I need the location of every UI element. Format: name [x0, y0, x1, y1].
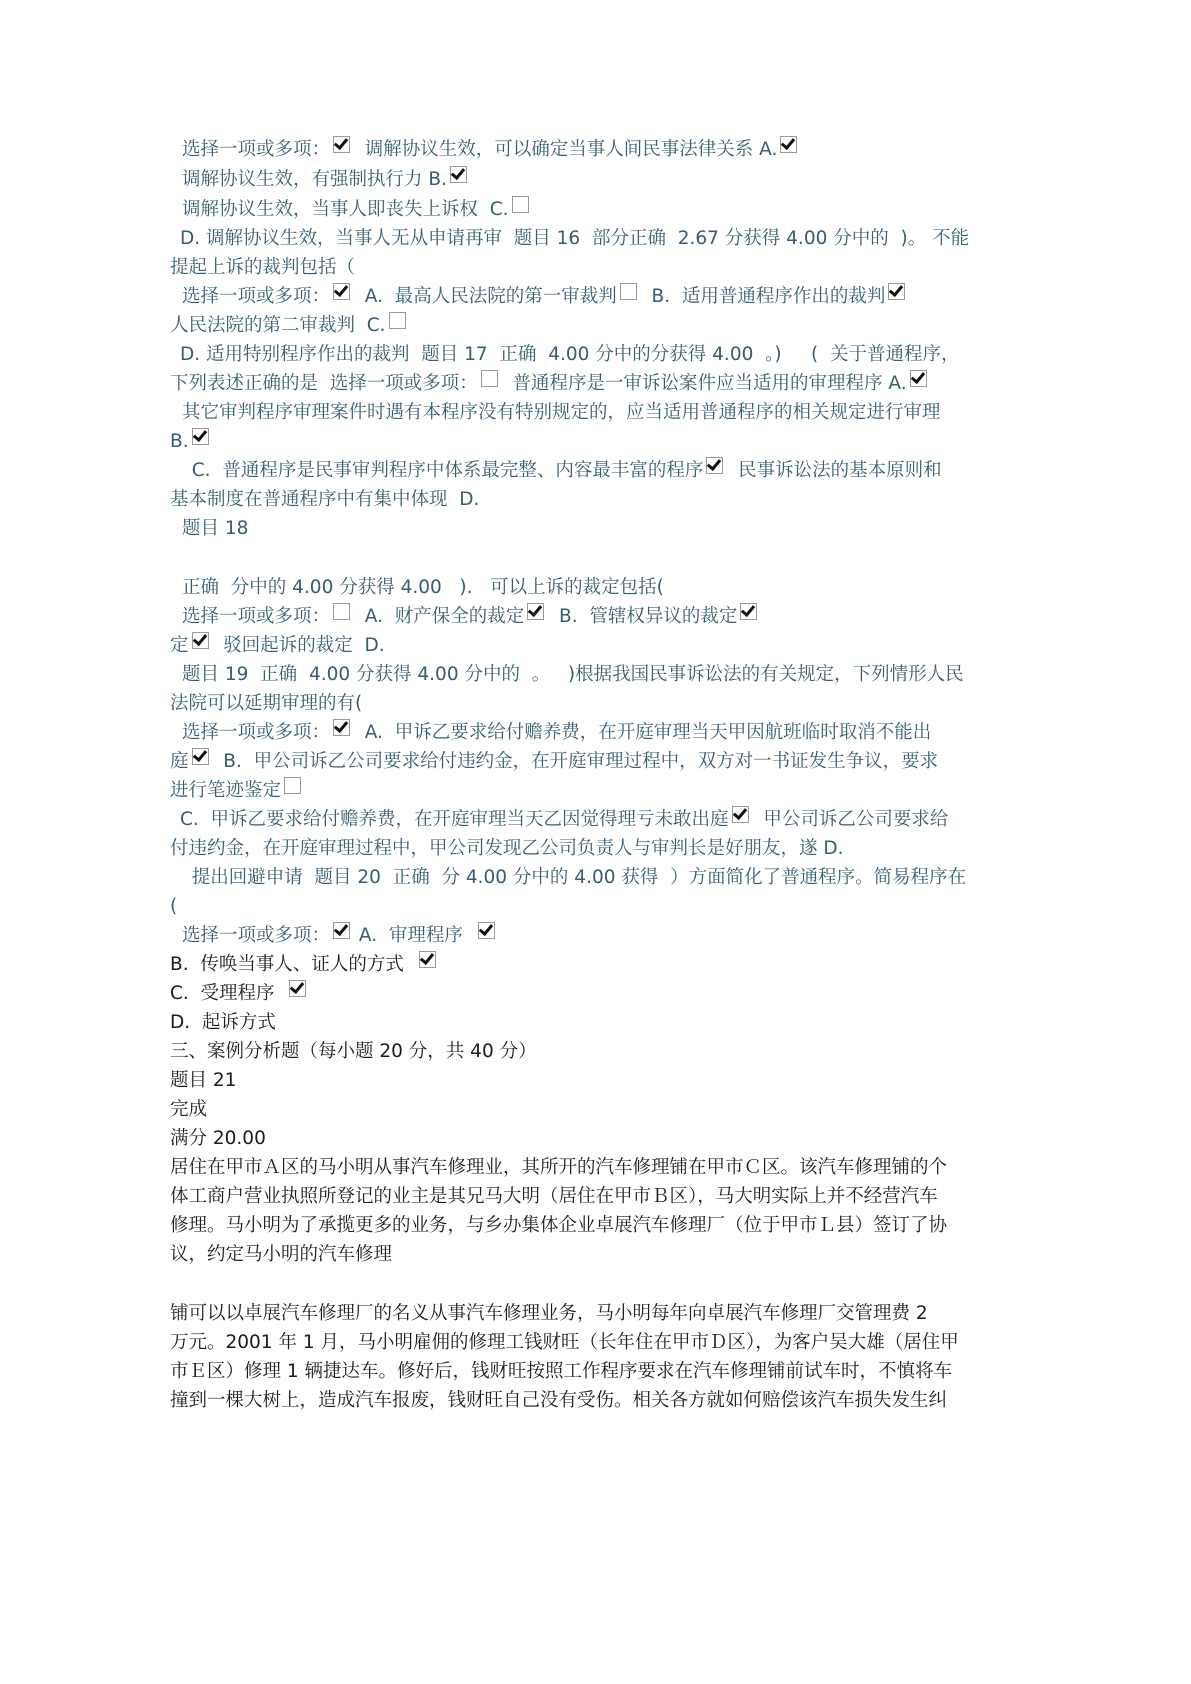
line-text: 下列表述正确的是 选择一项或多项：: [170, 373, 478, 394]
text-line: [170, 1240, 1010, 1270]
text-line: [182, 195, 1022, 225]
line-text: 提起上诉的裁判包括（: [170, 257, 356, 278]
answer-checkbox[interactable]: [740, 603, 757, 620]
line-text: A. 财产保全的裁定: [353, 606, 525, 627]
line-text: 付违约金，在开庭审理过程中，甲公司发现乙公司负责人与审判长是好朋友，遂 D.: [170, 838, 844, 859]
line-text: B. 管辖权异议的裁定: [547, 606, 738, 627]
line-text: A. 审理程序: [353, 925, 475, 946]
line-text: C. 受理程序: [170, 983, 287, 1004]
line-text: 民事诉讼法的基本原则和: [726, 460, 942, 481]
line-text: B. 适用普通程序作出的裁判: [639, 286, 886, 307]
line-text: 万元。2001 年 1 月，马小明雇佣的修理工钱财旺（长年住在甲市Ｄ区），为客户吴大雄（居住甲: [170, 1332, 959, 1353]
line-text: 满分 20.00: [170, 1128, 266, 1149]
line-text: 调解协议生效，可以确定当事人间民事法律关系 A.: [353, 139, 778, 160]
text-line: [182, 602, 1022, 632]
line-text: C. 普通程序是民事审判程序中体系最完整、内容最丰富的程序: [180, 460, 704, 481]
line-text: C. 甲诉乙要求给付赡养费，在开庭审理当天乙因觉得理亏未敢出庭: [180, 809, 729, 830]
line-text: 题目 18: [182, 518, 249, 539]
line-text: 定: [170, 635, 189, 656]
line-text: 其它审判程序审理案件时遇有本程序没有特别规定的，应当适用普通程序的相关规定进行审理: [182, 402, 941, 423]
line-text: B. 传唤当事人、证人的方式: [170, 954, 416, 975]
answer-checkbox[interactable]: [333, 603, 350, 620]
answer-checkbox[interactable]: [527, 603, 544, 620]
text-line: [182, 573, 1022, 603]
text-line: [182, 398, 1022, 428]
line-text: 铺可以以卓展汽车修理厂的名义从事汽车修理业务，马小明每年向卓展汽车修理厂交管理费 2: [170, 1303, 928, 1324]
line-text: D. 适用特别程序作出的裁判 题目 17 正确 4.00 分中的分获得 4.00 。) ( 关于普通程序，: [180, 344, 960, 365]
text-line: [170, 427, 1010, 457]
text-line: [180, 224, 1020, 254]
line-text: 人民法院的第二审裁判 C.: [170, 315, 386, 336]
line-text: B. 甲公司诉乙公司要求给付违约金，在开庭审理过程中，双方对一书证发生争议，要求: [211, 751, 939, 772]
text-line: [170, 631, 1010, 661]
text-line: [170, 485, 1010, 515]
text-line: [182, 282, 1022, 312]
text-line: [170, 1299, 1010, 1329]
line-text: 题目 21: [170, 1070, 237, 1091]
line-text: 调解协议生效，当事人即丧失上诉权 C.: [182, 199, 509, 220]
text-line: [180, 456, 1020, 486]
text-line: [170, 776, 1010, 806]
text-line: [170, 253, 1010, 283]
line-text: 普通程序是一审诉讼案件应当适用的审理程序 A.: [500, 373, 907, 394]
answer-checkbox[interactable]: [478, 922, 495, 939]
line-text: 庭: [170, 751, 189, 772]
line-text: A. 最高人民法院的第一审裁判: [353, 286, 617, 307]
line-text: A. 甲诉乙要求给付赡养费，在开庭审理当天甲因航班临时取消不能出: [353, 722, 932, 743]
line-text: 修理。马小明为了承揽更多的业务，与乡办集体企业卓展汽车修理厂（位于甲市Ｌ县）签订了协: [170, 1215, 948, 1236]
answer-checkbox[interactable]: [192, 428, 209, 445]
answer-checkbox[interactable]: [289, 980, 306, 997]
line-text: 选择一项或多项：: [182, 286, 331, 307]
line-text: 提出回避申请 题目 20 正确 分 4.00 分中的 4.00 获得 ）方面简化了普通程序。简易程序在: [180, 867, 967, 888]
line-text: 基本制度在普通程序中有集中体现 D.: [170, 489, 480, 510]
text-line: [180, 863, 1020, 893]
text-line: [182, 165, 1022, 195]
text-line: [182, 135, 1022, 165]
text-line: [170, 369, 1010, 399]
text-line: [170, 1211, 1010, 1241]
answer-checkbox[interactable]: [284, 777, 301, 794]
line-text: 调解协议生效，有强制执行力 B.: [182, 169, 447, 190]
line-text: 进行笔迹鉴定: [170, 780, 282, 801]
text-line: [170, 1037, 1010, 1067]
text-line: [170, 1124, 1010, 1154]
answer-checkbox[interactable]: [333, 283, 350, 300]
line-text: 撞到一棵大树上，造成汽车报废，钱财旺自己没有受伤。相关各方就如何赔偿该汽车损失发生纠: [170, 1390, 948, 1411]
text-line: [170, 834, 1010, 864]
text-line: [170, 747, 1010, 777]
text-line: [170, 1386, 1010, 1416]
line-text: 完成: [170, 1099, 208, 1120]
text-line: [170, 1066, 1010, 1096]
answer-checkbox[interactable]: [706, 457, 723, 474]
text-line: [180, 340, 1020, 370]
answer-checkbox[interactable]: [732, 806, 749, 823]
line-text: 议，约定马小明的汽车修理: [170, 1244, 393, 1265]
text-line: [170, 1095, 1010, 1125]
text-line: [170, 1328, 1010, 1358]
line-text: 正确 分中的 4.00 分获得 4.00 ). 可以上诉的裁定包括(: [182, 577, 664, 598]
answer-checkbox[interactable]: [333, 922, 350, 939]
text-line: [182, 921, 1022, 951]
text-line: [170, 1357, 1010, 1387]
line-text: 选择一项或多项：: [182, 139, 331, 160]
line-text: 法院可以延期审理的有(: [170, 693, 363, 714]
line-text: B.: [170, 431, 189, 452]
answer-checkbox[interactable]: [389, 312, 406, 329]
line-text: D. 调解协议生效，当事人无从申请再审 题目 16 部分正确 2.67 分获得 4.00 分中的 )。 不能: [180, 228, 970, 249]
line-text: 三、案例分析题（每小题 20 分，共 40 分）: [170, 1041, 537, 1062]
answer-checkbox[interactable]: [450, 166, 467, 183]
answer-checkbox[interactable]: [481, 370, 498, 387]
answer-checkbox[interactable]: [419, 951, 436, 968]
answer-checkbox[interactable]: [333, 719, 350, 736]
text-line: [182, 514, 1022, 544]
text-line: [170, 1182, 1010, 1212]
line-text: (: [170, 896, 178, 917]
text-line: [170, 1153, 1010, 1183]
text-line: [170, 1008, 1010, 1038]
text-line: [170, 892, 1010, 922]
text-line: [182, 718, 1022, 748]
line-text: 甲公司诉乙公司要求给: [751, 809, 949, 830]
answer-checkbox[interactable]: [780, 136, 797, 153]
text-line: [170, 950, 1010, 980]
line-text: 体工商户营业执照所登记的业主是其兄马大明（居住在甲市Ｂ区），马大明实际上并不经营汽车: [170, 1186, 938, 1207]
line-text: 选择一项或多项：: [182, 925, 331, 946]
text-line: [170, 979, 1010, 1009]
line-text: D. 起诉方式: [170, 1012, 276, 1033]
line-text: 居住在甲市Ａ区的马小明从事汽车修理业，其所开的汽车修理铺在甲市Ｃ区。该汽车修理铺的个: [170, 1157, 948, 1178]
answer-checkbox[interactable]: [620, 283, 637, 300]
answer-checkbox[interactable]: [888, 283, 905, 300]
answer-checkbox[interactable]: [192, 748, 209, 765]
answer-checkbox[interactable]: [333, 136, 350, 153]
line-text: 选择一项或多项：: [182, 722, 331, 743]
answer-checkbox[interactable]: [512, 196, 529, 213]
answer-checkbox[interactable]: [910, 370, 927, 387]
line-text: 市Ｅ区）修理 1 辆捷达车。修好后，钱财旺按照工作程序要求在汽车修理铺前试车时，不慎将车: [170, 1361, 953, 1382]
text-line: [180, 805, 1020, 835]
line-text: 驳回起诉的裁定 D.: [211, 635, 385, 656]
text-line: [170, 311, 1010, 341]
line-text: 选择一项或多项：: [182, 606, 331, 627]
text-line: [170, 689, 1010, 719]
answer-checkbox[interactable]: [192, 632, 209, 649]
line-text: 题目 19 正确 4.00 分获得 4.00 分中的 。 )根据我国民事诉讼法的有关规定，下列情形人民: [182, 664, 964, 685]
text-line: [182, 660, 1022, 690]
